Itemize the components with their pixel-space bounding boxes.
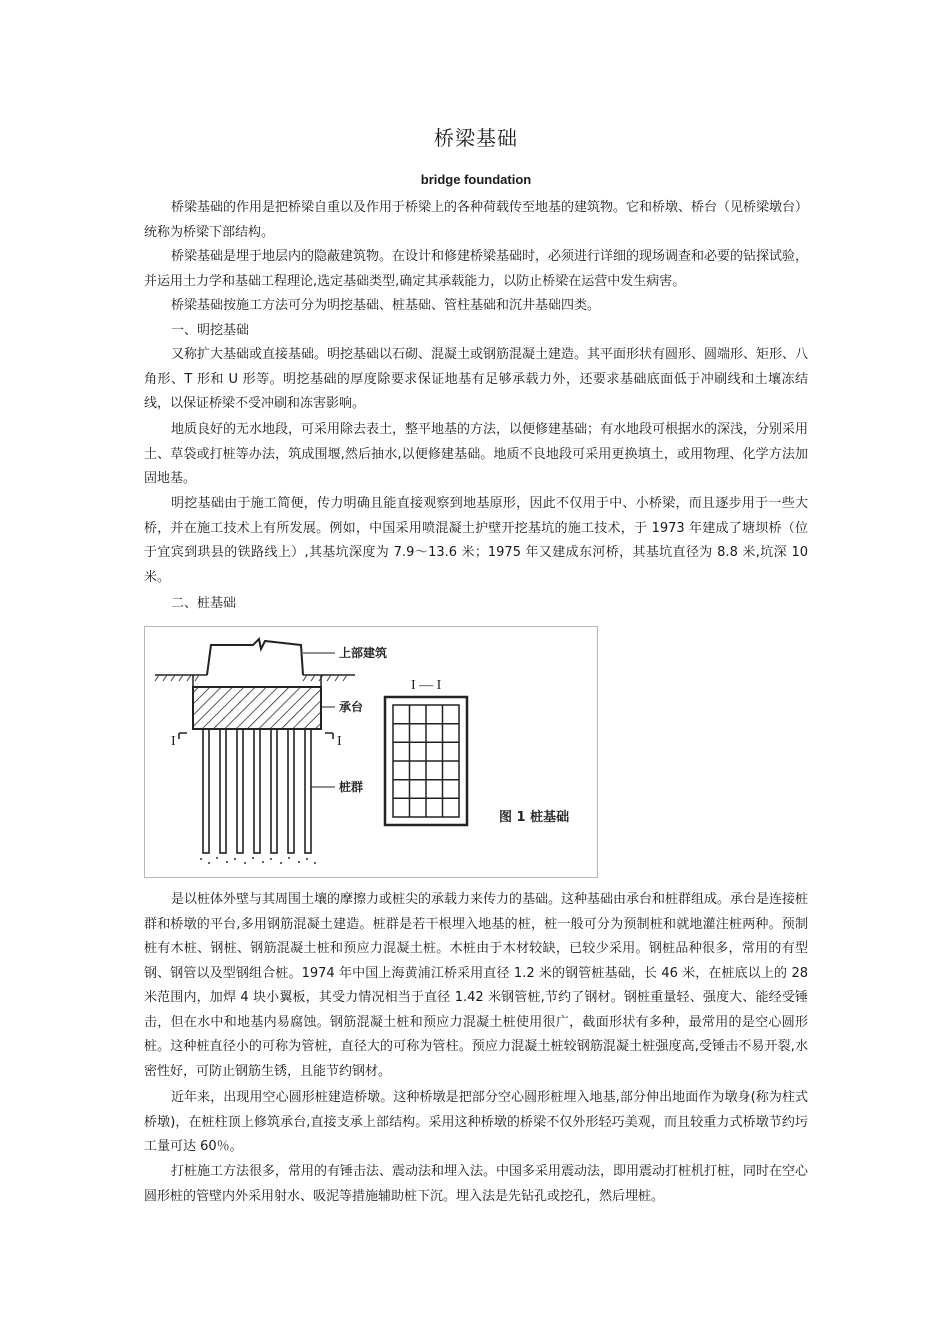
ground-surface xyxy=(155,675,355,681)
section-mark-right xyxy=(325,733,342,749)
section-heading-pile: 二、桩基础 xyxy=(171,596,237,611)
page-subtitle: bridge foundation xyxy=(420,172,532,187)
pile-foundation-diagram xyxy=(145,627,597,877)
superstructure-block xyxy=(207,639,303,675)
section-title: I — I xyxy=(411,678,442,693)
paragraph-1: 桥梁基础的作用是把桥梁自重以及作用于桥梁上的各种荷载传至地基的建筑物。它和桥墩、桥台（见桥梁墩台）统称为桥梁下部结构。 xyxy=(144,200,809,240)
section-mark-left xyxy=(171,733,187,749)
pile-foundation-figure xyxy=(144,626,598,878)
svg-text:I: I xyxy=(171,734,176,749)
paragraph-3: 桥梁基础按施工方法可分为明挖基础、桩基础、管柱基础和沉井基础四类。 xyxy=(171,298,601,313)
section-plan xyxy=(385,697,467,825)
pile-cap xyxy=(193,687,321,729)
pile-group xyxy=(203,729,311,853)
paragraph-7: 是以桩体外壁与其周围土壤的摩擦力或桩尖的承载力来传力的基础。这种基础由承台和桩群组成。承台是连接桩群和桥墩的平台,多用钢筋混凝土建造。桩群是若干根埋入地基的桩，桩一般可分为预制桩和就地灌注桩两种。预制桩有木桩、钢桩、钢筋混凝土桩和预应力混凝土桩。木桩由于木材较缺，已较少采用。钢桩品种很多，常用的有型钢、钢管以及型钢组合桩。1974 年中国上海黄浦江桥采用直径 1.2 米的钢管桩基础，长 46 米，在桩底以上的 28 米范围内，加焊 4 块小翼板，其受力情况相当于直径 1.42 米钢管桩,节约了钢材。钢桩重量轻、强度大、能经受锤击，但在水中和地基内易腐蚀。钢筋混凝土桩和预应力混凝土桩使用很广，截面形状有多种，最常用的是空心圆形桩。这种桩直径小的可称为管桩，直径大的可称为管柱。预应力混凝土桩较钢筋混凝土桩强度高,受锤击不易开裂,水密性好，可防止钢筋生锈，且能节约钢材。 xyxy=(144,892,809,1079)
paragraph-8: 近年来，出现用空心圆形桩建造桥墩。这种桥墩是把部分空心圆形桩埋入地基,部分伸出地面作为墩身(称为柱式桥墩)，在桩柱顶上修筑承台,直接支承上部结构。采用这种桥墩的桥梁不仅外形轻巧美观，而且较重力式桥墩节约圬工量可达 60％。 xyxy=(144,1090,808,1154)
paragraph-9: 打桩施工方法很多，常用的有锤击法、震动法和埋入法。中国多采用震动法，即用震动打桩机打桩，同时在空心圆形桩的管壁内外采用射水、吸泥等措施辅助桩下沉。埋入法是先钻孔或挖孔，然后埋桩。 xyxy=(144,1164,809,1204)
soil-stipple xyxy=(200,857,316,864)
label-pile-group: 桩群 xyxy=(339,780,364,794)
paragraph-6: 明挖基础由于施工简便，传力明确且能直接观察到地基原形，因此不仅用于中、小桥梁，而且逐步用于一些大桥，并在施工技术上有所发展。例如，中国采用喷混凝土护壁开挖基坑的施工技术，于 1973 年建成了塘坝桥（位于宜宾到珙县的铁路线上）,其基坑深度为 7.9～13.6 米；1975 年又建成东河桥，其基坑直径为 8.8 米,坑深 10 米。 xyxy=(144,496,808,585)
figure-caption: 图 1 桩基础 xyxy=(499,810,570,825)
svg-text:I: I xyxy=(337,734,342,749)
page-title: 桥梁基础 xyxy=(434,126,518,150)
paragraph-4: 又称扩大基础或直接基础。明挖基础以石砌、混凝土或钢筋混凝土建造。其平面形状有圆形、圆端形、矩形、八角形、T 形和 U 形等。明挖基础的厚度除要求保证地基有足够承载力外，还要求基础底面低于冲刷线和土壤冻结线，以保证桥梁不受冲刷和冻害影响。 xyxy=(144,347,809,411)
section-heading-open-cut: 一、明挖基础 xyxy=(171,323,250,338)
label-superstructure: 上部建筑 xyxy=(339,646,388,660)
paragraph-5: 地质良好的无水地段，可采用除去表土，整平地基的方法，以便修建基础；有水地段可根据水的深浅，分别采用土、草袋或打桩等办法，筑成围堰,然后抽水,以便修建基础。地质不良地段可采用更换填土，或用物理、化学方法加固地基。 xyxy=(144,422,809,486)
paragraph-2: 桥梁基础是埋于地层内的隐蔽建筑物。在设计和修建桥梁基础时，必须进行详细的现场调查和必要的钻探试验，并运用土力学和基础工程理论,选定基础类型,确定其承载能力，以防止桥梁在运营中发生病害。 xyxy=(144,249,809,289)
label-pile-cap: 承台 xyxy=(339,700,364,714)
